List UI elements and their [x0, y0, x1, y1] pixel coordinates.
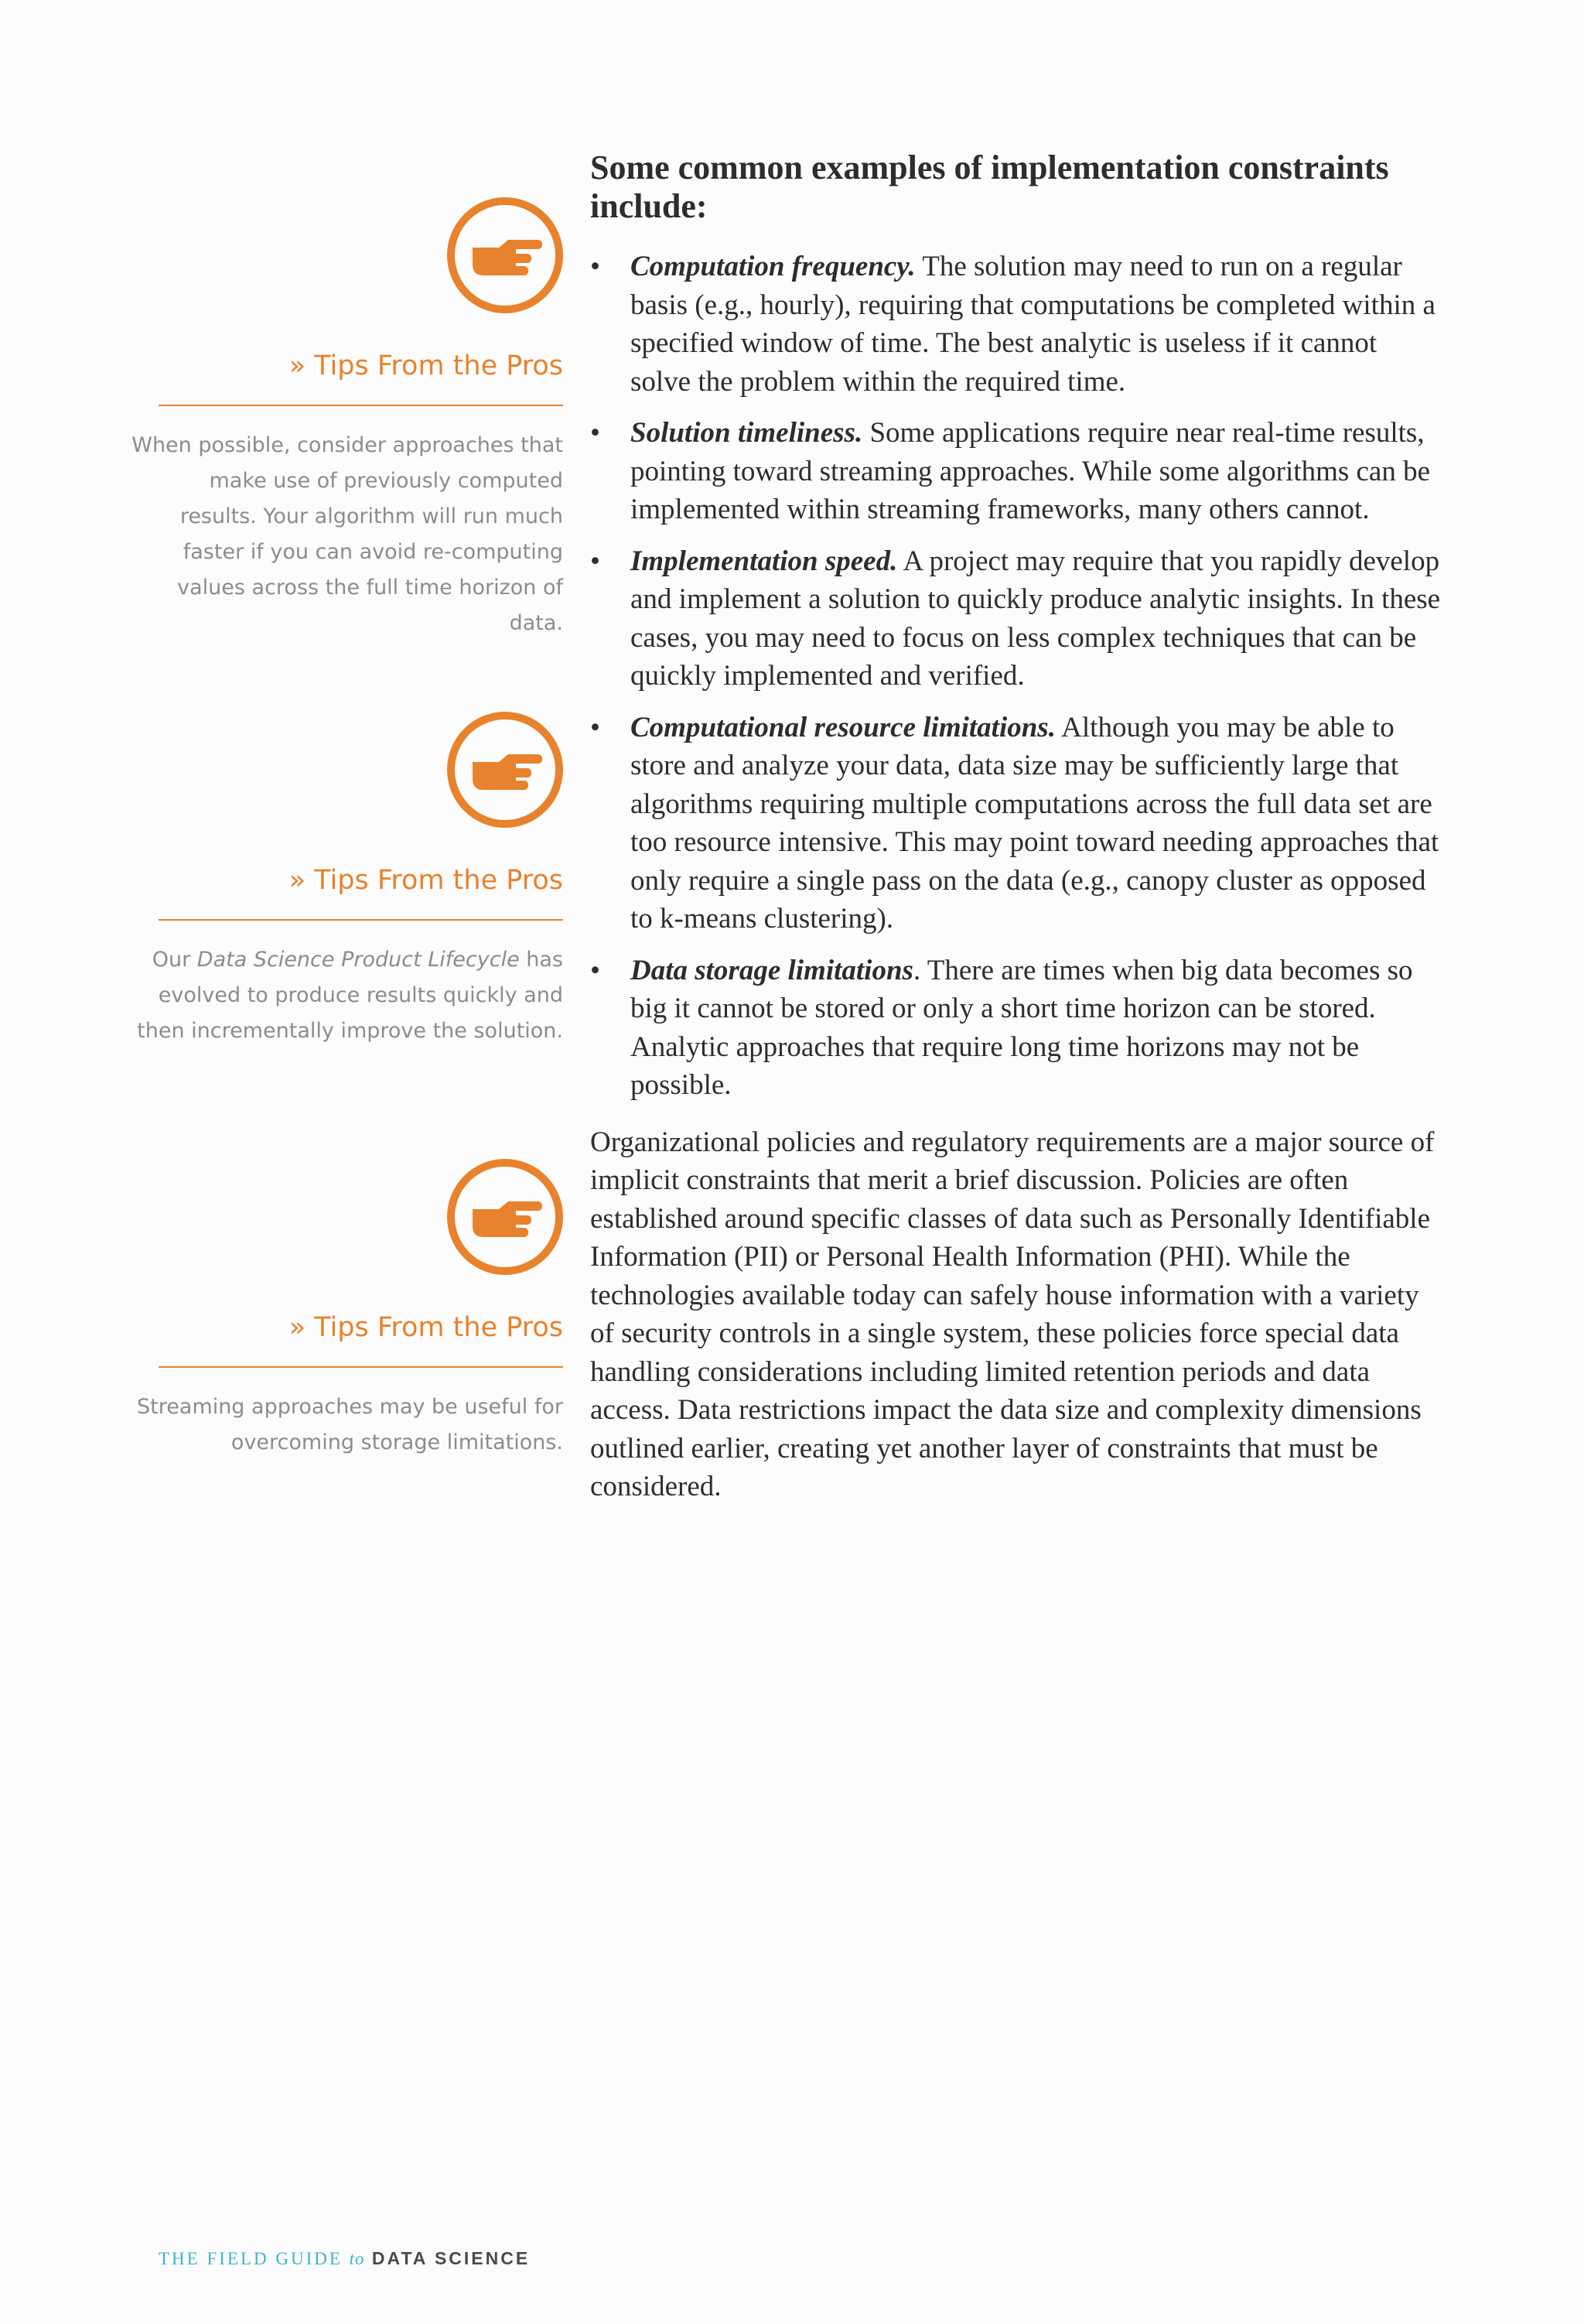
- tip-divider: [159, 919, 563, 921]
- footer-title-part2: to: [349, 2249, 365, 2268]
- tip-title: » Tips From the Pros: [288, 865, 563, 896]
- sidebar: [0, 0, 565, 1594]
- bullet-icon: •: [590, 251, 600, 282]
- section-heading: Some common examples of implementation constraints include:: [590, 149, 1389, 225]
- list-item: [590, 248, 1441, 401]
- tip-box-2: [137, 712, 563, 1114]
- list-item: [590, 709, 1441, 938]
- tip-text-after: has evolved to produce results quickly and then incrementally improve the solution.: [137, 948, 563, 1043]
- list-item: [590, 414, 1441, 529]
- item-term: Solution timeliness.: [630, 417, 863, 449]
- tip-text: Streaming approaches may be useful for overcoming storage limitations.: [137, 1395, 563, 1454]
- list-item: [590, 952, 1441, 1105]
- item-text: A project may require that you rapidly develop and implement a solution to quickly produce analytic insights. In these cases, you may need to focus on less complex techniques that can be quickly implemented and verified.: [630, 545, 1441, 692]
- item-term: Computation frequency.: [630, 251, 916, 282]
- item-term: Implementation speed.: [630, 545, 898, 577]
- main-content: [590, 149, 1441, 1506]
- tip-title: » Tips From the Pros: [288, 350, 563, 381]
- tip-text: When possible, consider approaches that make use of previously computed results. Your algorithm will run much faster if you can avoid re-computing values across the full time horizon of data.: [131, 433, 563, 635]
- item-term: Computational resource limitations.: [630, 711, 1056, 743]
- bullet-icon: •: [590, 954, 600, 986]
- item-text: Some applications require near real-time results, pointing toward streaming approaches. While some algorithms can be implemented within streaming frameworks, many others cannot.: [630, 417, 1431, 525]
- footer-title-part3: DATA SCIENCE: [364, 2248, 531, 2268]
- tip-divider: [159, 1366, 563, 1368]
- page-footer: [159, 2248, 530, 2269]
- tip-box-1: [131, 197, 563, 646]
- tip-text-emphasis: Data Science Product Lifecycle: [196, 948, 520, 972]
- tip-text: [130, 942, 563, 1049]
- tip-divider: [159, 405, 563, 406]
- pointing-hand-icon: [447, 712, 563, 828]
- body-paragraph: Organizational policies and regulatory requirements are a major source of implicit constraints that merit a brief discussion. Policies are often established around specific classes of data such as Personally Identifiable Information (PII) or Personal Health Information (PHI). While the technologies available today can safely house information with a variety of security controls in a single system, these policies force special data handling considerations including limited retention periods and data access. Data restrictions impact the data size and complexity dimensions outlined earlier, creating yet another layer of constraints that must be considered.: [590, 1126, 1435, 1502]
- pointing-hand-icon: [447, 197, 563, 313]
- bullet-icon: •: [590, 417, 600, 449]
- bullet-icon: •: [590, 711, 600, 743]
- tip-text-before: Our: [152, 948, 197, 972]
- item-text: . There are times when big data becomes so big it cannot be stored or only a short time horizon can be stored. Analytic approaches that require long time horizons may not be possible.: [630, 954, 1413, 1101]
- constraints-list: [590, 248, 1441, 1105]
- item-term: Data storage limitations: [630, 954, 913, 986]
- item-text: Although you may be able to store and analyze your data, data size may be sufficiently large that algorithms requiring multiple computations across the full data set are too resource intensive. This may point toward needing approaches that only require a single pass on the data (e.g., canopy cluster as opposed to k-means clustering).: [630, 711, 1439, 935]
- tip-title: » Tips From the Pros: [288, 1312, 563, 1343]
- list-item: [590, 542, 1441, 695]
- pointing-hand-icon: [447, 1159, 563, 1275]
- footer-title-part1: THE FIELD GUIDE: [159, 2249, 350, 2268]
- item-text: The solution may need to run on a regular basis (e.g., hourly), requiring that computations be completed within a specified window of time. The best analytic is useless if it cannot solve the problem within the required time.: [630, 251, 1436, 398]
- tip-box-3: [137, 1159, 563, 1484]
- bullet-icon: •: [590, 545, 600, 577]
